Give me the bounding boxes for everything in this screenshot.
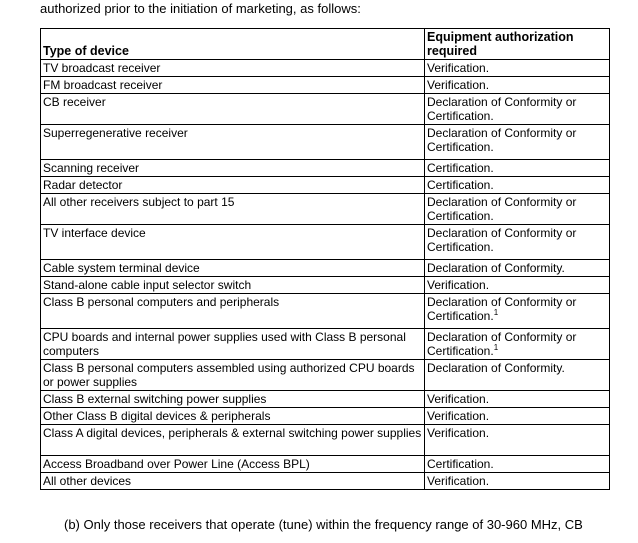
authorization-cell	[425, 473, 610, 490]
table-row	[41, 177, 610, 194]
device-type-cell: CPU boards and internal power supplies used with Class B personal computers	[41, 329, 425, 360]
authorization-text: Certification.	[427, 457, 494, 471]
authorization-text: Declaration of Conformity or Certification.	[427, 195, 577, 223]
authorization-text: Declaration of Conformity or Certification.	[427, 295, 577, 323]
equipment-authorization-table	[40, 28, 610, 490]
table-row	[41, 194, 610, 225]
authorization-text: Declaration of Conformity or Certification.	[427, 226, 577, 254]
footnote-marker: 1	[493, 308, 499, 317]
device-type-cell: All other devices	[41, 473, 425, 490]
table-row	[41, 160, 610, 177]
table-row	[41, 425, 610, 456]
device-type-cell: Stand-alone cable input selector switch	[41, 277, 425, 294]
device-type-cell: CB receiver	[41, 94, 425, 125]
authorization-cell	[425, 391, 610, 408]
authorization-cell	[425, 194, 610, 225]
device-type-cell: Class B personal computers and peripherals	[41, 294, 425, 329]
authorization-text: Declaration of Conformity.	[427, 361, 565, 375]
authorization-text: Verification.	[427, 392, 490, 406]
table-row	[41, 94, 610, 125]
authorization-text: Certification.	[427, 178, 494, 192]
authorization-cell	[425, 177, 610, 194]
table-row	[41, 277, 610, 294]
authorization-text: Declaration of Conformity or Certification.	[427, 330, 577, 358]
authorization-cell	[425, 294, 610, 329]
header-type-of-device: Type of device	[41, 29, 425, 60]
table-row	[41, 60, 610, 77]
intro-text: authorized prior to the initiation of marketing, as follows:	[40, 1, 361, 16]
authorization-cell	[425, 456, 610, 473]
authorization-cell	[425, 77, 610, 94]
authorization-text: Verification.	[427, 278, 490, 292]
authorization-cell	[425, 329, 610, 360]
table-row	[41, 408, 610, 425]
authorization-text: Verification.	[427, 409, 490, 423]
device-type-cell: Class A digital devices, peripherals & external switching power supplies	[41, 425, 425, 456]
table-row	[41, 225, 610, 260]
authorization-cell	[425, 277, 610, 294]
table-row	[41, 294, 610, 329]
device-type-cell: Class B personal computers assembled using authorized CPU boards or power supplies	[41, 360, 425, 391]
authorization-cell	[425, 125, 610, 160]
device-type-cell: FM broadcast receiver	[41, 77, 425, 94]
table-row	[41, 456, 610, 473]
authorization-cell	[425, 408, 610, 425]
table-row	[41, 77, 610, 94]
device-type-cell: Class B external switching power supplies	[41, 391, 425, 408]
authorization-cell	[425, 160, 610, 177]
authorization-cell	[425, 94, 610, 125]
table-header-row	[41, 29, 610, 60]
header-equipment-authorization: Equipment authorization required	[425, 29, 610, 60]
authorization-cell	[425, 60, 610, 77]
device-type-cell: TV interface device	[41, 225, 425, 260]
authorization-text: Declaration of Conformity or Certification.	[427, 95, 577, 123]
table-row	[41, 360, 610, 391]
device-type-cell: Cable system terminal device	[41, 260, 425, 277]
table-row	[41, 391, 610, 408]
authorization-text: Declaration of Conformity or Certification.	[427, 126, 577, 154]
table-row	[41, 125, 610, 160]
footnote-marker: 1	[493, 343, 499, 352]
authorization-text: Verification.	[427, 426, 490, 440]
authorization-cell	[425, 425, 610, 456]
device-type-cell: Superregenerative receiver	[41, 125, 425, 160]
device-type-cell: Other Class B digital devices & peripherals	[41, 408, 425, 425]
device-type-cell: All other receivers subject to part 15	[41, 194, 425, 225]
table-row	[41, 473, 610, 490]
paragraph-b: (b) Only those receivers that operate (tune) within the frequency range of 30-960 MHz, CB	[64, 517, 583, 532]
device-type-cell: Radar detector	[41, 177, 425, 194]
authorization-text: Verification.	[427, 61, 490, 75]
device-type-cell: TV broadcast receiver	[41, 60, 425, 77]
authorization-cell	[425, 360, 610, 391]
authorization-text: Verification.	[427, 78, 490, 92]
table-row	[41, 329, 610, 360]
authorization-text: Certification.	[427, 161, 494, 175]
table-body	[41, 60, 610, 490]
device-type-cell: Access Broadband over Power Line (Access BPL)	[41, 456, 425, 473]
authorization-text: Declaration of Conformity.	[427, 261, 565, 275]
authorization-text: Verification.	[427, 474, 490, 488]
table-row	[41, 260, 610, 277]
device-type-cell: Scanning receiver	[41, 160, 425, 177]
authorization-cell	[425, 260, 610, 277]
authorization-cell	[425, 225, 610, 260]
